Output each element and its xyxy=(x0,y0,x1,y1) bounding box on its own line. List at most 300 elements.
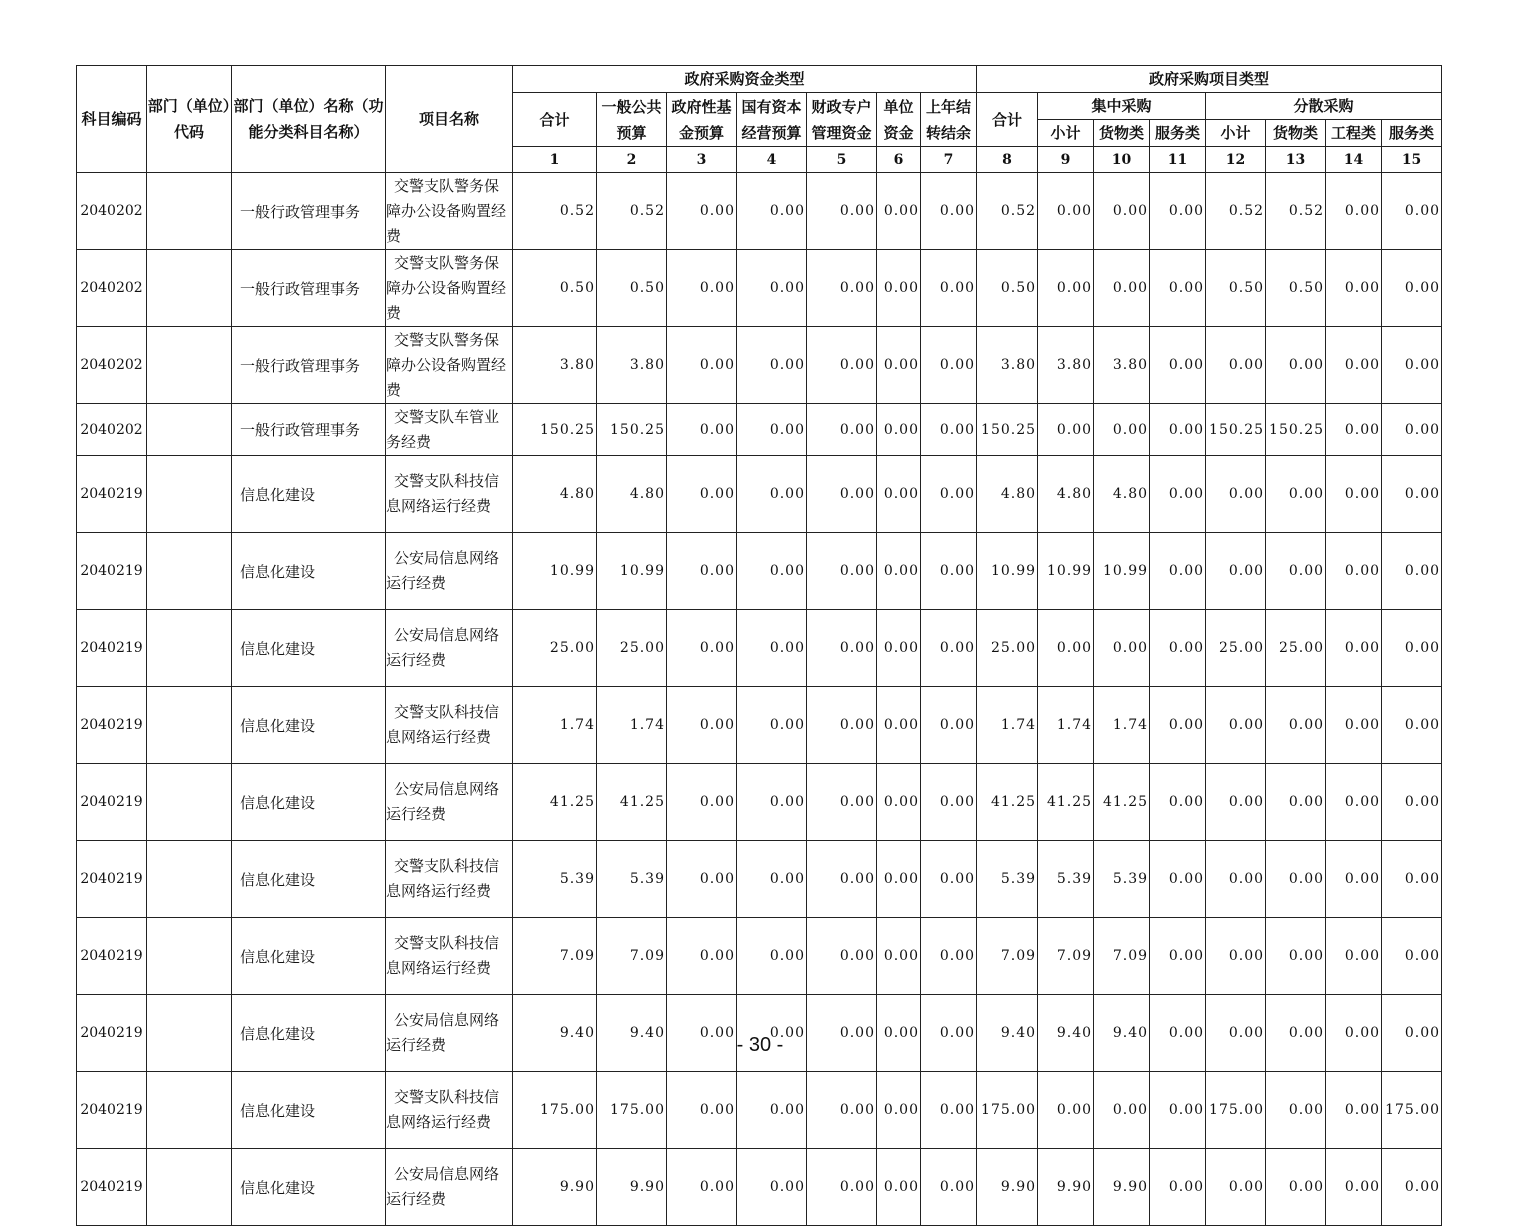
amount-cell: 0.00 xyxy=(1266,1149,1326,1226)
subject-code-cell: 2040219 xyxy=(77,456,147,533)
amount-cell: 0.00 xyxy=(1326,610,1382,687)
amount-cell: 0.00 xyxy=(921,1149,977,1226)
project-name-cell: 交警支队警务保障办公设备购置经费 xyxy=(386,327,513,404)
amount-cell: 0.00 xyxy=(1326,250,1382,327)
column-number: 9 xyxy=(1038,147,1094,173)
subject-code-cell: 2040219 xyxy=(77,1149,147,1226)
amount-cell: 9.90 xyxy=(1038,1149,1094,1226)
column-number: 5 xyxy=(807,147,877,173)
table-row xyxy=(77,456,1442,533)
amount-cell: 41.25 xyxy=(597,764,667,841)
amount-cell: 0.00 xyxy=(921,404,977,456)
amount-cell: 10.99 xyxy=(977,533,1038,610)
table-row xyxy=(77,1072,1442,1149)
amount-cell: 0.00 xyxy=(877,764,921,841)
function-name-cell: 信息化建设 xyxy=(232,1149,386,1226)
amount-cell: 0.00 xyxy=(877,533,921,610)
amount-cell: 0.50 xyxy=(1266,250,1326,327)
amount-cell: 0.00 xyxy=(1150,764,1206,841)
project-name-cell: 公安局信息网络运行经费 xyxy=(386,610,513,687)
subject-code-cell: 2040219 xyxy=(77,533,147,610)
table-row xyxy=(77,404,1442,456)
amount-cell: 41.25 xyxy=(513,764,597,841)
amount-cell: 0.00 xyxy=(667,1072,737,1149)
amount-cell: 0.00 xyxy=(1326,1149,1382,1226)
project-name-cell: 公安局信息网络运行经费 xyxy=(386,764,513,841)
amount-cell: 0.00 xyxy=(1206,995,1266,1072)
amount-cell: 0.00 xyxy=(1150,533,1206,610)
header-centralized: 集中采购 xyxy=(1038,93,1206,120)
amount-cell: 0.00 xyxy=(921,456,977,533)
amount-cell: 0.00 xyxy=(807,327,877,404)
column-number: 12 xyxy=(1206,147,1266,173)
amount-cell: 0.00 xyxy=(1206,456,1266,533)
amount-cell: 0.00 xyxy=(1150,1149,1206,1226)
amount-cell: 175.00 xyxy=(513,1072,597,1149)
amount-cell: 0.00 xyxy=(1150,250,1206,327)
amount-cell: 10.99 xyxy=(513,533,597,610)
amount-cell: 0.00 xyxy=(737,610,807,687)
amount-cell: 0.00 xyxy=(1326,1072,1382,1149)
header-d-goods: 货物类 xyxy=(1266,120,1326,147)
amount-cell: 0.00 xyxy=(1150,995,1206,1072)
project-name-cell: 交警支队警务保障办公设备购置经费 xyxy=(386,250,513,327)
subject-code-cell: 2040219 xyxy=(77,610,147,687)
subject-code-cell: 2040219 xyxy=(77,1072,147,1149)
amount-cell: 0.00 xyxy=(1206,687,1266,764)
amount-cell: 0.00 xyxy=(877,841,921,918)
amount-cell: 0.00 xyxy=(667,687,737,764)
column-number: 10 xyxy=(1094,147,1150,173)
amount-cell: 0.00 xyxy=(1150,173,1206,250)
amount-cell: 0.00 xyxy=(877,173,921,250)
project-name-cell: 交警支队科技信息网络运行经费 xyxy=(386,918,513,995)
amount-cell: 0.00 xyxy=(877,1149,921,1226)
amount-cell: 0.00 xyxy=(1094,173,1150,250)
amount-cell: 0.00 xyxy=(877,687,921,764)
dept-code-cell xyxy=(147,533,232,610)
amount-cell: 25.00 xyxy=(1206,610,1266,687)
header-fund-total: 合计 xyxy=(513,93,597,147)
amount-cell: 0.00 xyxy=(667,456,737,533)
amount-cell: 0.00 xyxy=(807,610,877,687)
amount-cell: 0.00 xyxy=(921,687,977,764)
amount-cell: 5.39 xyxy=(1094,841,1150,918)
amount-cell: 1.74 xyxy=(1094,687,1150,764)
amount-cell: 10.99 xyxy=(1038,533,1094,610)
header-gov-fund-budget: 政府性基金预算 xyxy=(667,93,737,147)
amount-cell: 0.00 xyxy=(877,250,921,327)
amount-cell: 150.25 xyxy=(513,404,597,456)
amount-cell: 175.00 xyxy=(1382,1072,1442,1149)
amount-cell: 3.80 xyxy=(1038,327,1094,404)
header-carryover: 上年结转结余 xyxy=(921,93,977,147)
header-dept-name: 部门（单位）名称（功能分类科目名称） xyxy=(232,66,386,173)
amount-cell: 0.00 xyxy=(921,250,977,327)
amount-cell: 0.00 xyxy=(921,327,977,404)
amount-cell: 0.00 xyxy=(807,1149,877,1226)
header-c-subtotal: 小计 xyxy=(1038,120,1094,147)
amount-cell: 0.00 xyxy=(737,250,807,327)
amount-cell: 0.00 xyxy=(1326,404,1382,456)
amount-cell: 0.00 xyxy=(807,250,877,327)
amount-cell: 0.00 xyxy=(1326,173,1382,250)
amount-cell: 7.09 xyxy=(513,918,597,995)
amount-cell: 0.00 xyxy=(1326,764,1382,841)
amount-cell: 1.74 xyxy=(513,687,597,764)
amount-cell: 0.00 xyxy=(737,173,807,250)
amount-cell: 0.00 xyxy=(1206,533,1266,610)
function-name-cell: 信息化建设 xyxy=(232,610,386,687)
amount-cell: 41.25 xyxy=(1094,764,1150,841)
dept-code-cell xyxy=(147,327,232,404)
table-body xyxy=(77,173,1442,1226)
subject-code-cell: 2040219 xyxy=(77,764,147,841)
amount-cell: 0.00 xyxy=(1266,687,1326,764)
column-number: 4 xyxy=(737,147,807,173)
subject-code-cell: 2040219 xyxy=(77,841,147,918)
column-number: 3 xyxy=(667,147,737,173)
header-general-budget: 一般公共预算 xyxy=(597,93,667,147)
amount-cell: 0.00 xyxy=(1150,327,1206,404)
project-name-cell: 交警支队科技信息网络运行经费 xyxy=(386,456,513,533)
amount-cell: 3.80 xyxy=(513,327,597,404)
header-project-type-group: 政府采购项目类型 xyxy=(977,66,1442,93)
amount-cell: 0.00 xyxy=(1266,764,1326,841)
dept-code-cell xyxy=(147,918,232,995)
amount-cell: 0.00 xyxy=(737,1149,807,1226)
header-fiscal-special: 财政专户管理资金 xyxy=(807,93,877,147)
amount-cell: 0.00 xyxy=(877,1072,921,1149)
amount-cell: 4.80 xyxy=(1038,456,1094,533)
function-name-cell: 信息化建设 xyxy=(232,841,386,918)
amount-cell: 0.00 xyxy=(1326,456,1382,533)
amount-cell: 0.00 xyxy=(737,456,807,533)
function-name-cell: 一般行政管理事务 xyxy=(232,173,386,250)
amount-cell: 41.25 xyxy=(1038,764,1094,841)
function-name-cell: 信息化建设 xyxy=(232,764,386,841)
amount-cell: 0.00 xyxy=(807,404,877,456)
amount-cell: 0.52 xyxy=(977,173,1038,250)
subject-code-cell: 2040219 xyxy=(77,918,147,995)
amount-cell: 0.00 xyxy=(1206,764,1266,841)
subject-code-cell: 2040202 xyxy=(77,173,147,250)
table-row xyxy=(77,918,1442,995)
amount-cell: 1.74 xyxy=(597,687,667,764)
amount-cell: 0.00 xyxy=(1094,404,1150,456)
subject-code-cell: 2040219 xyxy=(77,687,147,764)
header-unit-funds: 单位资金 xyxy=(877,93,921,147)
header-d-subtotal: 小计 xyxy=(1206,120,1266,147)
header-c-goods: 货物类 xyxy=(1094,120,1150,147)
dept-code-cell xyxy=(147,687,232,764)
amount-cell: 175.00 xyxy=(1206,1072,1266,1149)
table-row xyxy=(77,250,1442,327)
dept-code-cell xyxy=(147,250,232,327)
amount-cell: 5.39 xyxy=(1038,841,1094,918)
amount-cell: 0.00 xyxy=(737,1072,807,1149)
amount-cell: 0.00 xyxy=(921,1072,977,1149)
amount-cell: 4.80 xyxy=(513,456,597,533)
amount-cell: 0.00 xyxy=(1150,918,1206,995)
amount-cell: 0.00 xyxy=(737,918,807,995)
header-subject-code: 科目编码 xyxy=(77,66,147,173)
table-row xyxy=(77,764,1442,841)
amount-cell: 0.00 xyxy=(1382,995,1442,1072)
amount-cell: 0.00 xyxy=(807,918,877,995)
function-name-cell: 信息化建设 xyxy=(232,533,386,610)
project-name-cell: 交警支队警务保障办公设备购置经费 xyxy=(386,173,513,250)
amount-cell: 4.80 xyxy=(597,456,667,533)
amount-cell: 0.00 xyxy=(667,250,737,327)
amount-cell: 1.74 xyxy=(1038,687,1094,764)
column-number: 8 xyxy=(977,147,1038,173)
amount-cell: 0.00 xyxy=(877,995,921,1072)
column-number: 7 xyxy=(921,147,977,173)
amount-cell: 10.99 xyxy=(1094,533,1150,610)
function-name-cell: 一般行政管理事务 xyxy=(232,327,386,404)
subject-code-cell: 2040202 xyxy=(77,327,147,404)
amount-cell: 0.00 xyxy=(1326,995,1382,1072)
amount-cell: 9.90 xyxy=(513,1149,597,1226)
amount-cell: 0.50 xyxy=(1206,250,1266,327)
amount-cell: 0.00 xyxy=(1382,173,1442,250)
amount-cell: 7.09 xyxy=(597,918,667,995)
amount-cell: 4.80 xyxy=(1094,456,1150,533)
amount-cell: 0.00 xyxy=(1094,610,1150,687)
amount-cell: 0.00 xyxy=(1382,687,1442,764)
amount-cell: 25.00 xyxy=(977,610,1038,687)
amount-cell: 5.39 xyxy=(597,841,667,918)
amount-cell: 9.40 xyxy=(977,995,1038,1072)
amount-cell: 0.00 xyxy=(1382,250,1442,327)
amount-cell: 175.00 xyxy=(977,1072,1038,1149)
header-c-services: 服务类 xyxy=(1150,120,1206,147)
amount-cell: 0.00 xyxy=(1382,404,1442,456)
header-project-name: 项目名称 xyxy=(386,66,513,173)
amount-cell: 0.00 xyxy=(1382,1149,1442,1226)
amount-cell: 150.25 xyxy=(977,404,1038,456)
column-number: 15 xyxy=(1382,147,1442,173)
function-name-cell: 一般行政管理事务 xyxy=(232,404,386,456)
amount-cell: 0.00 xyxy=(1326,327,1382,404)
table-row xyxy=(77,1149,1442,1226)
amount-cell: 0.00 xyxy=(667,995,737,1072)
amount-cell: 0.00 xyxy=(1382,533,1442,610)
amount-cell: 0.00 xyxy=(1150,1072,1206,1149)
amount-cell: 9.90 xyxy=(1094,1149,1150,1226)
amount-cell: 0.50 xyxy=(977,250,1038,327)
amount-cell: 0.00 xyxy=(1266,533,1326,610)
column-number: 1 xyxy=(513,147,597,173)
amount-cell: 0.00 xyxy=(667,841,737,918)
amount-cell: 3.80 xyxy=(597,327,667,404)
amount-cell: 0.00 xyxy=(667,764,737,841)
header-d-services: 服务类 xyxy=(1382,120,1442,147)
dept-code-cell xyxy=(147,1072,232,1149)
amount-cell: 175.00 xyxy=(597,1072,667,1149)
amount-cell: 0.00 xyxy=(1382,610,1442,687)
amount-cell: 0.52 xyxy=(513,173,597,250)
amount-cell: 0.00 xyxy=(1326,687,1382,764)
amount-cell: 0.00 xyxy=(1266,918,1326,995)
amount-cell: 0.00 xyxy=(1038,404,1094,456)
amount-cell: 0.00 xyxy=(1206,841,1266,918)
amount-cell: 0.00 xyxy=(1326,841,1382,918)
amount-cell: 0.00 xyxy=(1206,1149,1266,1226)
amount-cell: 0.00 xyxy=(921,995,977,1072)
amount-cell: 0.52 xyxy=(597,173,667,250)
amount-cell: 0.00 xyxy=(807,456,877,533)
amount-cell: 0.00 xyxy=(737,764,807,841)
amount-cell: 10.99 xyxy=(597,533,667,610)
dept-code-cell xyxy=(147,456,232,533)
project-name-cell: 交警支队车管业务经费 xyxy=(386,404,513,456)
amount-cell: 9.40 xyxy=(1094,995,1150,1072)
dept-code-cell xyxy=(147,841,232,918)
amount-cell: 0.00 xyxy=(737,841,807,918)
amount-cell: 0.00 xyxy=(807,173,877,250)
amount-cell: 9.40 xyxy=(1038,995,1094,1072)
amount-cell: 0.00 xyxy=(737,995,807,1072)
function-name-cell: 信息化建设 xyxy=(232,1072,386,1149)
amount-cell: 4.80 xyxy=(977,456,1038,533)
amount-cell: 9.90 xyxy=(977,1149,1038,1226)
amount-cell: 9.40 xyxy=(597,995,667,1072)
header-dept-code: 部门（单位）代码 xyxy=(147,66,232,173)
header-fund-type-group: 政府采购资金类型 xyxy=(513,66,977,93)
amount-cell: 3.80 xyxy=(977,327,1038,404)
amount-cell: 0.00 xyxy=(667,1149,737,1226)
dept-code-cell xyxy=(147,173,232,250)
column-number: 6 xyxy=(877,147,921,173)
amount-cell: 9.40 xyxy=(513,995,597,1072)
amount-cell: 0.00 xyxy=(921,173,977,250)
table-row xyxy=(77,995,1442,1072)
function-name-cell: 信息化建设 xyxy=(232,687,386,764)
amount-cell: 0.00 xyxy=(1382,327,1442,404)
amount-cell: 0.00 xyxy=(921,918,977,995)
amount-cell: 0.00 xyxy=(921,841,977,918)
amount-cell: 0.00 xyxy=(1382,918,1442,995)
amount-cell: 0.00 xyxy=(921,610,977,687)
function-name-cell: 信息化建设 xyxy=(232,456,386,533)
amount-cell: 25.00 xyxy=(513,610,597,687)
amount-cell: 0.00 xyxy=(877,327,921,404)
header-state-capital-budget: 国有资本经营预算 xyxy=(737,93,807,147)
amount-cell: 0.00 xyxy=(1266,456,1326,533)
amount-cell: 0.00 xyxy=(667,533,737,610)
amount-cell: 0.00 xyxy=(877,610,921,687)
amount-cell: 5.39 xyxy=(513,841,597,918)
project-name-cell: 公安局信息网络运行经费 xyxy=(386,533,513,610)
amount-cell: 0.00 xyxy=(1382,841,1442,918)
amount-cell: 0.00 xyxy=(1038,1072,1094,1149)
amount-cell: 150.25 xyxy=(1266,404,1326,456)
amount-cell: 0.00 xyxy=(1150,404,1206,456)
amount-cell: 5.39 xyxy=(977,841,1038,918)
amount-cell: 0.00 xyxy=(667,918,737,995)
amount-cell: 7.09 xyxy=(1094,918,1150,995)
column-number: 13 xyxy=(1266,147,1326,173)
amount-cell: 3.80 xyxy=(1094,327,1150,404)
project-name-cell: 交警支队科技信息网络运行经费 xyxy=(386,1072,513,1149)
table-row xyxy=(77,533,1442,610)
project-name-cell: 公安局信息网络运行经费 xyxy=(386,995,513,1072)
amount-cell: 0.00 xyxy=(1150,841,1206,918)
subject-code-cell: 2040202 xyxy=(77,404,147,456)
amount-cell: 0.00 xyxy=(807,533,877,610)
dept-code-cell xyxy=(147,995,232,1072)
amount-cell: 41.25 xyxy=(977,764,1038,841)
amount-cell: 0.00 xyxy=(737,533,807,610)
amount-cell: 0.00 xyxy=(667,173,737,250)
amount-cell: 0.00 xyxy=(737,404,807,456)
dept-code-cell xyxy=(147,404,232,456)
amount-cell: 0.00 xyxy=(877,404,921,456)
amount-cell: 0.00 xyxy=(921,533,977,610)
amount-cell: 0.00 xyxy=(667,610,737,687)
table-row xyxy=(77,173,1442,250)
amount-cell: 9.90 xyxy=(597,1149,667,1226)
project-name-cell: 交警支队科技信息网络运行经费 xyxy=(386,841,513,918)
amount-cell: 0.00 xyxy=(1382,456,1442,533)
amount-cell: 0.00 xyxy=(1206,327,1266,404)
page-number: - 30 - xyxy=(736,1034,784,1056)
project-name-cell: 交警支队科技信息网络运行经费 xyxy=(386,687,513,764)
amount-cell: 0.00 xyxy=(1038,610,1094,687)
function-name-cell: 一般行政管理事务 xyxy=(232,250,386,327)
amount-cell: 0.00 xyxy=(807,764,877,841)
amount-cell: 0.50 xyxy=(513,250,597,327)
column-number: 2 xyxy=(597,147,667,173)
amount-cell: 0.00 xyxy=(921,764,977,841)
header-project-total: 合计 xyxy=(977,93,1038,147)
amount-cell: 150.25 xyxy=(597,404,667,456)
amount-cell: 0.00 xyxy=(1266,841,1326,918)
function-name-cell: 信息化建设 xyxy=(232,995,386,1072)
function-name-cell: 信息化建设 xyxy=(232,918,386,995)
amount-cell: 7.09 xyxy=(977,918,1038,995)
dept-code-cell xyxy=(147,1149,232,1226)
subject-code-cell: 2040219 xyxy=(77,995,147,1072)
amount-cell: 0.00 xyxy=(1094,1072,1150,1149)
amount-cell: 0.00 xyxy=(1094,250,1150,327)
amount-cell: 150.25 xyxy=(1206,404,1266,456)
amount-cell: 0.00 xyxy=(807,995,877,1072)
dept-code-cell xyxy=(147,764,232,841)
amount-cell: 1.74 xyxy=(977,687,1038,764)
amount-cell: 0.00 xyxy=(1038,173,1094,250)
amount-cell: 0.00 xyxy=(1038,250,1094,327)
amount-cell: 0.00 xyxy=(1150,456,1206,533)
amount-cell: 0.00 xyxy=(1150,687,1206,764)
amount-cell: 0.00 xyxy=(1326,533,1382,610)
table-header xyxy=(77,66,1442,173)
header-d-engineering: 工程类 xyxy=(1326,120,1382,147)
dept-code-cell xyxy=(147,610,232,687)
amount-cell: 0.00 xyxy=(1266,995,1326,1072)
amount-cell: 0.00 xyxy=(1206,918,1266,995)
table-row xyxy=(77,841,1442,918)
amount-cell: 0.00 xyxy=(1266,327,1326,404)
table-row xyxy=(77,610,1442,687)
project-name-cell: 公安局信息网络运行经费 xyxy=(386,1149,513,1226)
column-number: 11 xyxy=(1150,147,1206,173)
amount-cell: 0.00 xyxy=(737,327,807,404)
amount-cell: 0.00 xyxy=(807,841,877,918)
column-number: 14 xyxy=(1326,147,1382,173)
